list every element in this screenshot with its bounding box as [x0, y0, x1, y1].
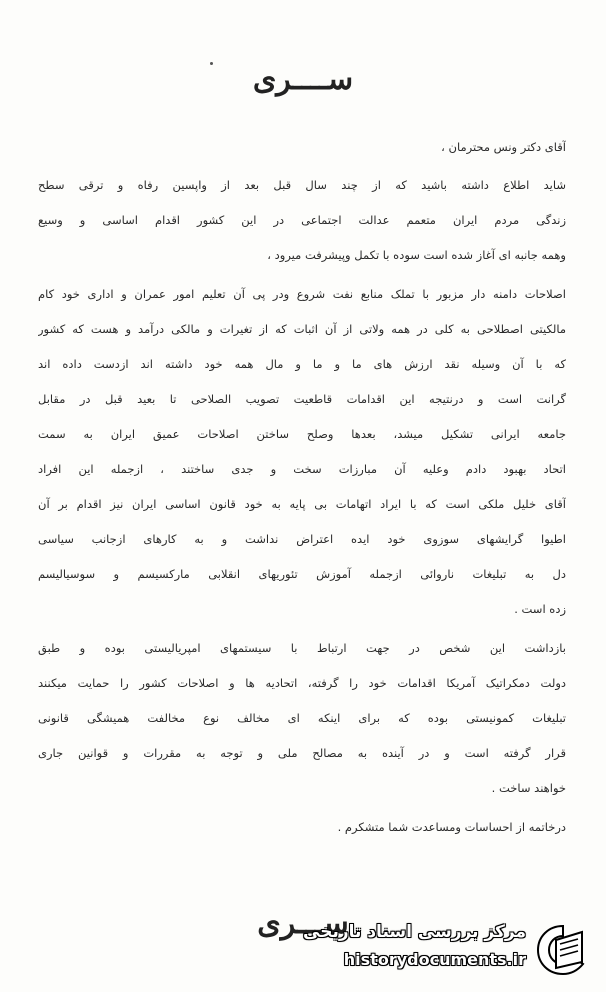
- letter-line: جامعه ایرانی تشکیل میشد، بعدها وصلح ساختن اصلاحات عمیق ایران به سمت: [38, 427, 566, 441]
- letter-line: وهمه جانبه ای آغاز شده است سوده با تکمل وپیشرفت میرود ،: [267, 248, 566, 262]
- classification-stamp-bottom: ســـری: [257, 906, 349, 941]
- archive-logo-icon: [534, 922, 592, 978]
- letter-line: اصلاحات دامنه دار مزبور با تملک منابع نفت شروع ودر پی آن تعلیم امور عمران و اداری خود کام: [38, 287, 566, 301]
- letter-line: شاید اطلاع داشته باشید که از چند سال قبل بعد از واپسین رفاه و ترقی سطح: [38, 178, 566, 192]
- letter-line: تبلیغات کمونیستی بوده که برای اینکه ای مخالف نوع مخالفت همیشگی قانونی: [38, 711, 566, 725]
- watermark-name: مرکز بررسی اسناد تاریخی: [303, 922, 526, 942]
- letter-line: دولت دمکراتیک آمریکا اقدامات خود را گرفته، اتحادیه ها و اصلاحات کشور را حمایت میکنند: [38, 676, 566, 690]
- salutation: آقای دکتر ونس محترمان ،: [441, 140, 566, 154]
- letter-line: زندگی مردم ایران متعمم عدالت اجتماعی در این کشور اقدام اساسی و وسیع: [38, 213, 566, 227]
- letter-line: مالکیتی اصطلاحی به کلی در همه ولاتی از آن اثبات که از تغیرات و مالکی درآمد و هست که کشور: [38, 322, 566, 336]
- letter-line: اطیوا گرایشهای سوزوی خود ایده اعتراض نداشت و به کارهای ازجانب سیاسی: [38, 532, 566, 546]
- letter-line: درخاتمه از احساسات ومساعدت شما متشکرم .: [337, 820, 566, 834]
- letter-line: بازداشت این شخص در جهت ارتباط با سیستمهای امپریالیستی بوده و طبق: [38, 641, 566, 655]
- letter-line: زده است .: [514, 602, 566, 616]
- archive-watermark: [303, 918, 598, 980]
- letter-line: آقای خلیل ملکی است که با ایراد اتهامات بی پایه به خود قانون اساسی ایران نیز اقدام بر آن: [38, 497, 566, 511]
- letter-line: قرار گرفته است و در آینده به مصالح ملی و توجه به مقررات و قوانین جاری: [38, 746, 566, 760]
- letter-line: که با آن وسیله نقد ارزش های ما و ما و مال همه خود داشته اند ازدست داده اند: [38, 357, 566, 371]
- letter-line: اتحاد بهبود دادم وعلیه آن مبارزات سخت و جدی ساختند ، ازجمله این افراد: [38, 462, 566, 476]
- watermark-url: historydocuments.ir: [343, 950, 526, 969]
- letter-line: دل به تبلیغات ناروائی ازجمله آموزش تئوریهای انقلابی مارکسیسم و سوسیالیسم: [38, 567, 566, 581]
- letter-line: خواهند ساخت .: [491, 781, 566, 795]
- letter-line: گرانت است و درنتیجه این اقدامات قاطعیت تصویب الصلاحی تا بعید قبل در مقابل: [38, 392, 566, 406]
- letter-body: [38, 140, 566, 845]
- letter-lines: [38, 168, 566, 845]
- classification-stamp-top: ســــری: [252, 62, 354, 97]
